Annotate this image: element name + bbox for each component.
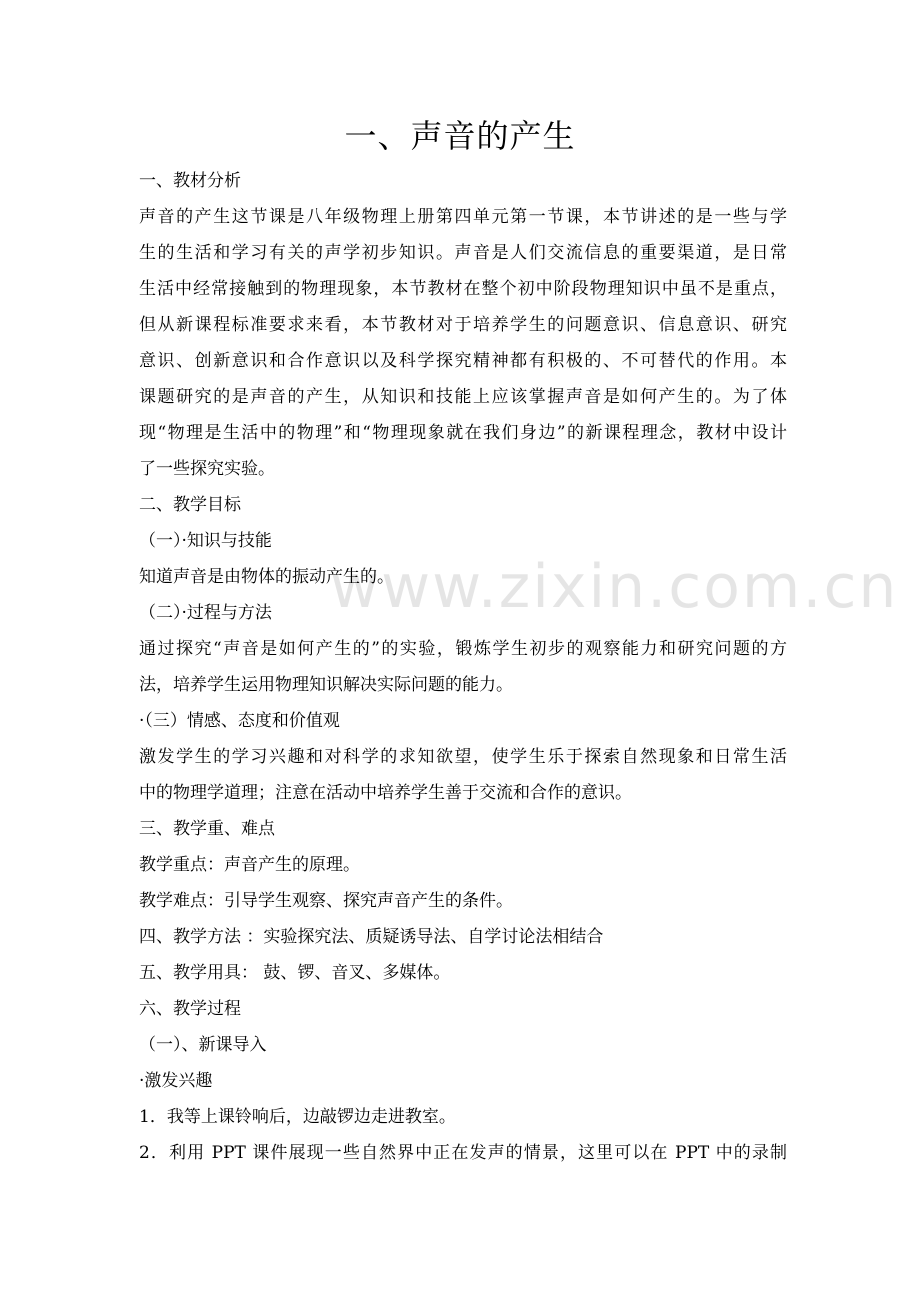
- list-item: 2．利用 PPT 课件展现一些自然界中正在发声的情景，这里可以在 PPT 中的录制: [139, 1143, 787, 1163]
- paragraph-line: 了一些探究实验。: [139, 459, 275, 479]
- paragraph-line: 声音的产生这节课是八年级物理上册第四单元第一节课，本节讲述的是一些与学: [139, 207, 787, 227]
- paragraph-line: 教学难点：引导学生观察、探究声音产生的条件。: [139, 891, 513, 911]
- paragraph-line: 法，培养学生运用物理知识解决实际问题的能力。: [139, 675, 513, 695]
- list-item: 1．我等上课铃响后，边敲锣边走进教室。: [139, 1107, 456, 1127]
- paragraph-line: 课题研究的是声音的产生，从知识和技能上应该掌握声音是如何产生的。为了体: [139, 387, 787, 407]
- subsection-heading: ·激发兴趣: [139, 1071, 213, 1091]
- document-title: 一、声音的产生: [344, 117, 576, 155]
- watermark: www.zixin.com.cn: [330, 552, 899, 622]
- subsection-heading: （一）、新课导入: [139, 1035, 267, 1055]
- paragraph-line: 中的物理学道理；注意在活动中培养学生善于交流和合作的意识。: [139, 783, 632, 803]
- paragraph-line: 现“物理是生活中的物理”和“物理现象就在我们身边”的新课程理念，教材中设计: [139, 423, 787, 443]
- paragraph-line: 但从新课程标准要求来看，本节教材对于培养学生的问题意识、信息意识、研究: [139, 315, 787, 335]
- section-heading: 二、教学目标: [139, 495, 241, 515]
- section-heading: 四、教学方法 ：实验探究法、质疑诱导法、自学讨论法相结合: [139, 927, 604, 947]
- section-heading: 三、教学重、难点: [139, 819, 275, 839]
- subsection-heading: （二）·过程与方法: [139, 603, 272, 623]
- section-heading: 六、教学过程: [139, 999, 241, 1019]
- section-heading: 五、教学用具： 鼓、锣、音叉、多媒体。: [139, 963, 451, 983]
- paragraph-line: 知道声音是由物体的振动产生的。: [139, 567, 394, 587]
- paragraph-line: 教学重点：声音产生的原理。: [139, 855, 360, 875]
- section-heading: 一、教材分析: [139, 171, 241, 191]
- paragraph-line: 生的生活和学习有关的声学初步知识。声音是人们交流信息的重要渠道，是日常: [139, 243, 787, 263]
- subsection-heading: （一）·知识与技能: [139, 531, 272, 551]
- paragraph-line: 通过探究“声音是如何产生的”的实验，锻炼学生初步的观察能力和研究问题的方: [139, 639, 787, 659]
- paragraph-line: 激发学生的学习兴趣和对科学的求知欲望，使学生乐于探索自然现象和日常生活: [139, 747, 787, 767]
- subsection-heading: ·（三）情感、态度和价值观: [139, 711, 340, 731]
- paragraph-line: 意识、创新意识和合作意识以及科学探究精神都有积极的、不可替代的作用。本: [139, 351, 787, 371]
- document-body: [139, 163, 787, 1171]
- paragraph-line: 生活中经常接触到的物理现象，本节教材在整个初中阶段物理知识中虽不是重点，: [139, 279, 787, 299]
